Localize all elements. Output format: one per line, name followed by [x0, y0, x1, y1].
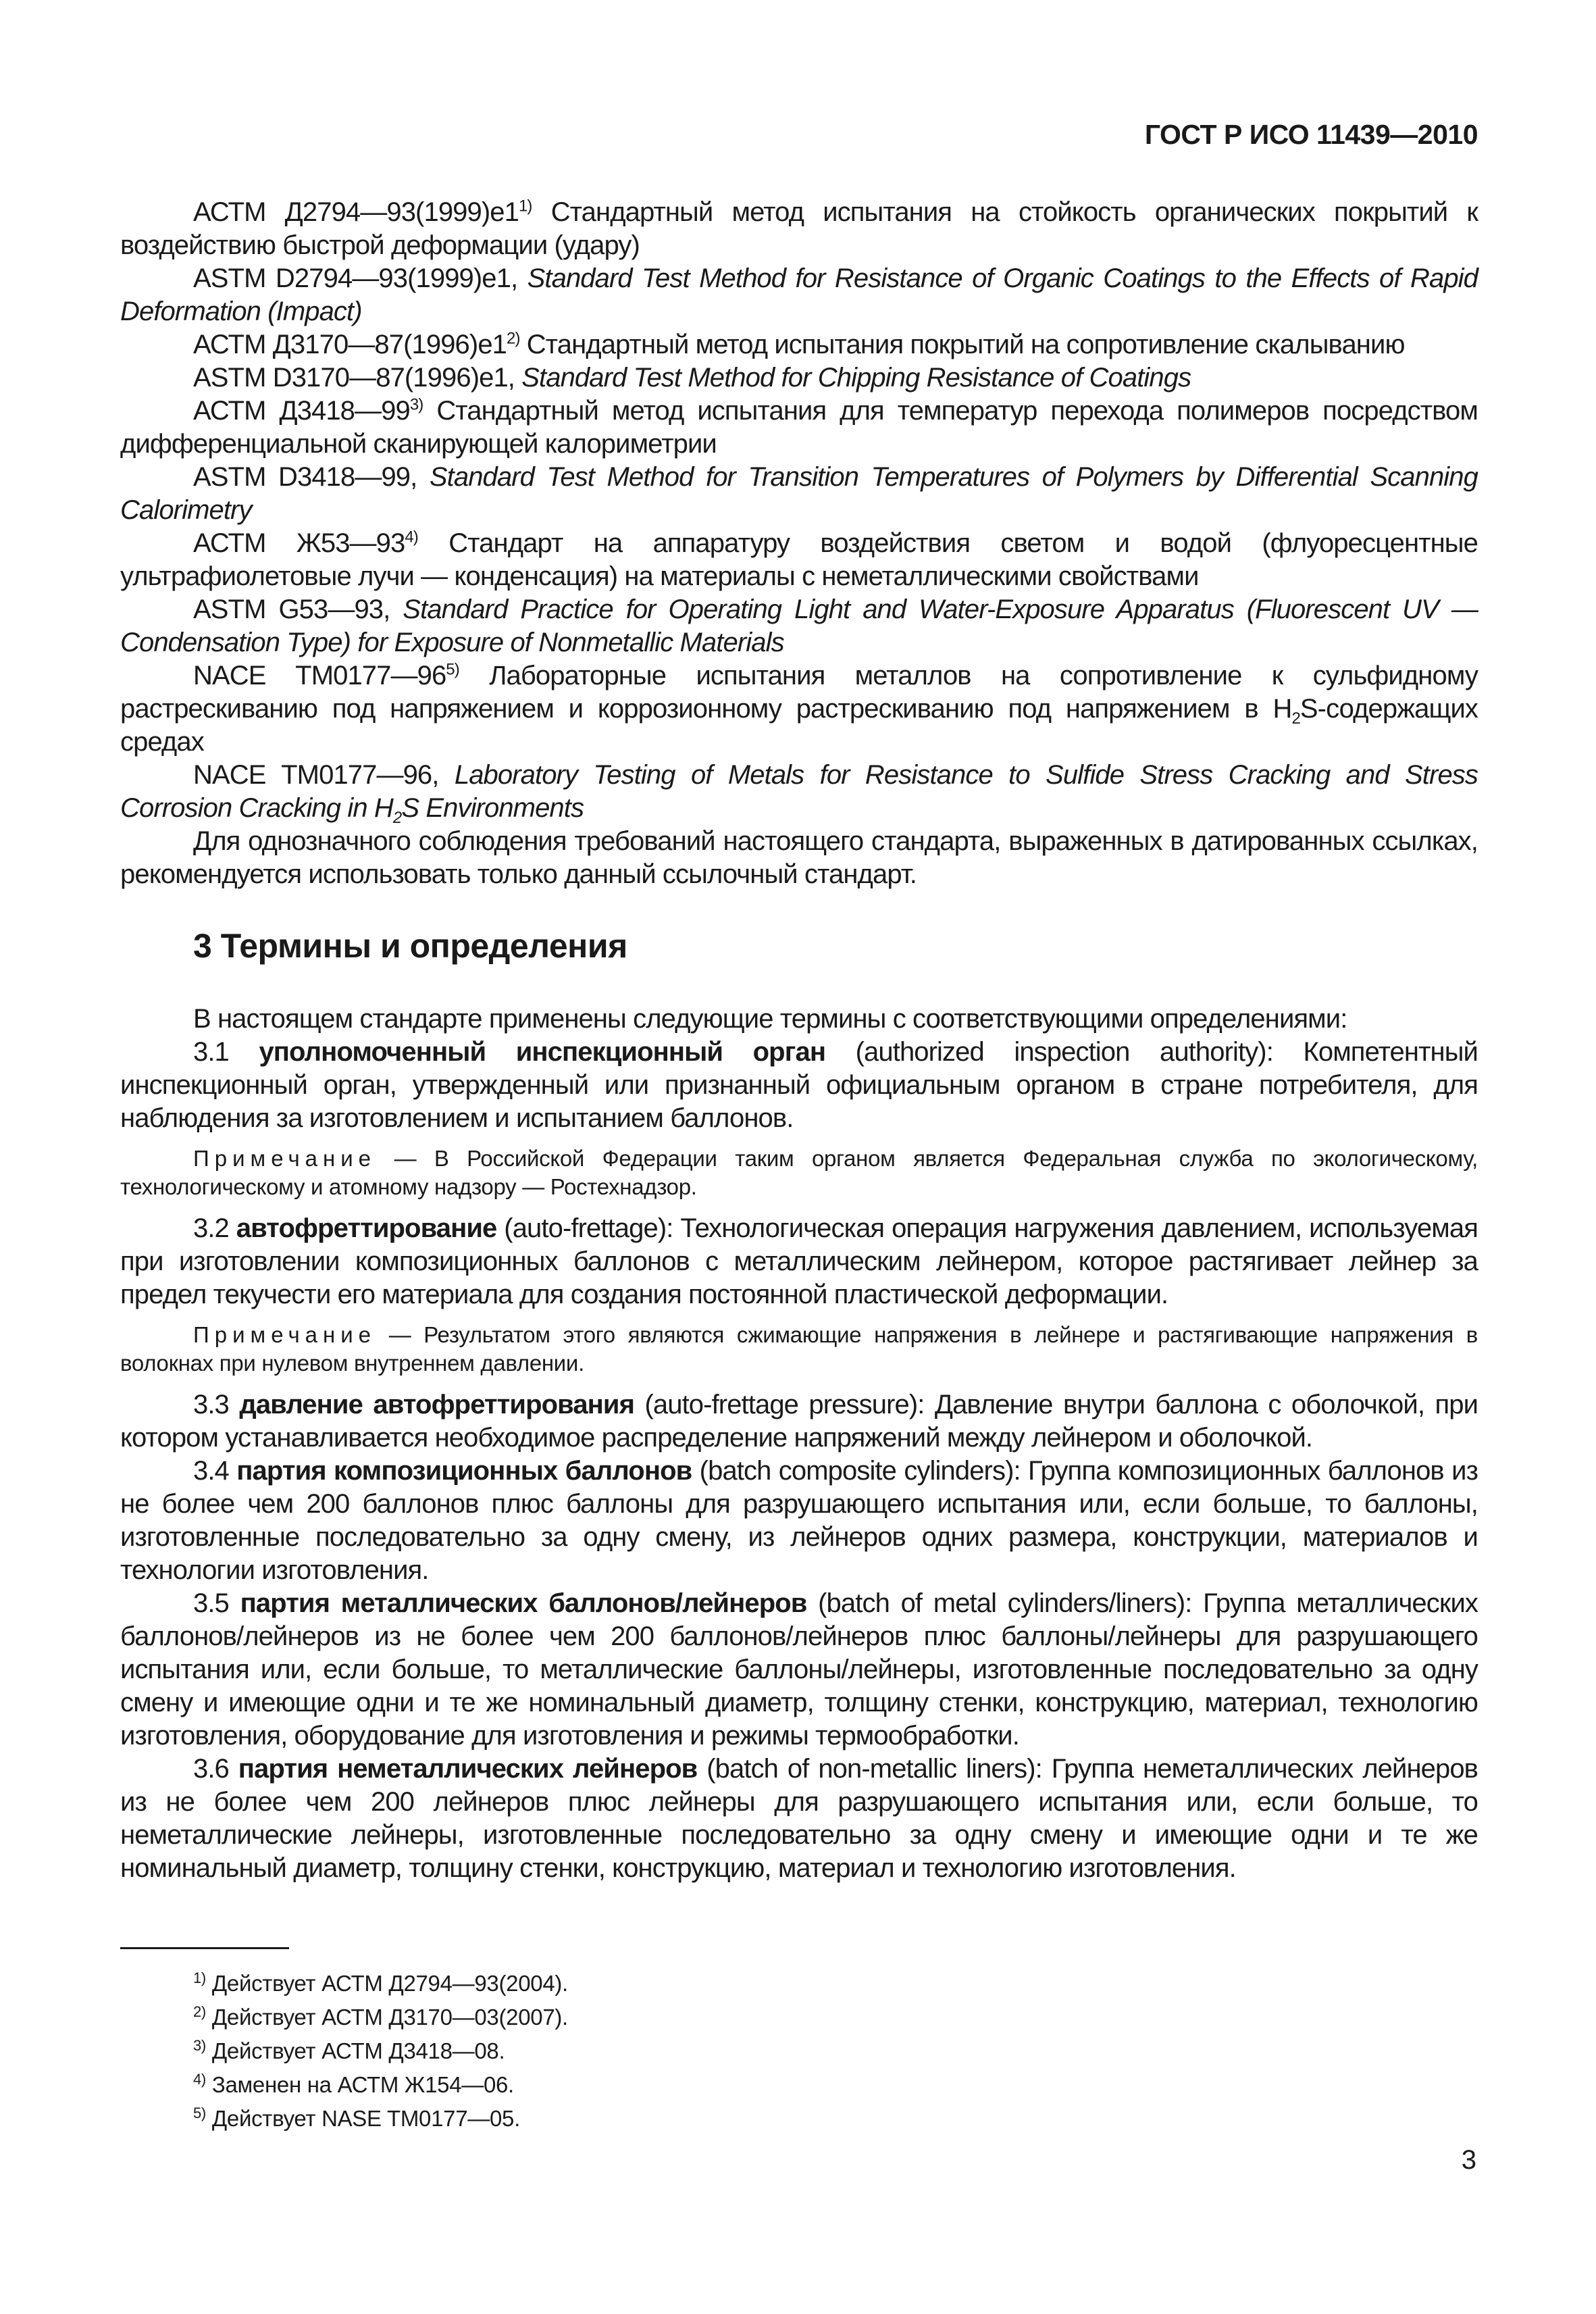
ref-code: АСТМ Д3170—87(1996)е1 [193, 330, 507, 359]
footnote-mark: 1) [193, 1969, 206, 1986]
footnote-text: Действует АСТМ Д2794—93(2004). [205, 1971, 568, 1996]
ref-title-end: S Environments [401, 793, 584, 823]
footnote-text: Действует NASE TM0177—05. [205, 2106, 520, 2131]
term-name: партия металлических баллонов/лейнеров [240, 1588, 807, 1618]
subscript: 2 [1291, 709, 1300, 728]
note-label: Примечание [193, 1322, 377, 1347]
ref-title: Стандарт на аппаратуру воздействия светом и водой (флуоресцентные ультрафиолетовые лучи — конденсация) на материалы с неметаллическими свойствами [120, 528, 1478, 591]
footnote-mark: 5) [446, 660, 459, 679]
footnote-2 [193, 2003, 1478, 2032]
note-1 [120, 1145, 1478, 1201]
term-definition: (auto-frettage pressure): Давление внутри баллона с оболочкой, при котором устанавливается необходимое распределение напряжений между лейнером и оболочкой. [120, 1390, 1478, 1453]
document-header-id: ГОСТ Р ИСО 11439—2010 [1144, 119, 1478, 150]
ref-title-end: S-содержащих средах [120, 694, 1478, 757]
footnote-4 [193, 2071, 1478, 2099]
ref-code: ASTM G53—93, [193, 595, 403, 624]
term-name: уполномоченный инспекционный орган [259, 1037, 826, 1067]
ref-code: NACE TM0177—96, [193, 760, 455, 790]
ref-title: Стандартный метод испытания на стойкость органических покрытий к воздействию быстрой деформации (удару) [120, 197, 1478, 260]
term-number: 3.5 [193, 1588, 240, 1618]
footnote-mark: 4) [193, 2071, 206, 2088]
subscript: 2 [392, 809, 402, 827]
ref-code: ASTM D3170—87(1996)e1, [193, 363, 522, 393]
page-number: 3 [1461, 2145, 1476, 2175]
ref-nace-tm0177-en [120, 759, 1478, 825]
ref-code: ASTM D2794—93(1999)e1, [193, 263, 527, 293]
ref-astm-d2794-ru [120, 196, 1478, 262]
ref-code: АСТМ Д3418—99 [193, 396, 410, 426]
ref-title: Лабораторные испытания металлов на сопротивление к сульфидному растрескиванию под напряжением и коррозионному растрескиванию под напряжением в H [120, 661, 1478, 724]
term-name: партия неметаллических лейнеров [238, 1754, 698, 1784]
page-content [120, 196, 1478, 2138]
footnote-mark: 4) [405, 528, 418, 547]
ref-astm-d3418-ru [120, 395, 1478, 461]
term-number: 3.4 [193, 1456, 237, 1486]
ref-astm-g53-ru [120, 527, 1478, 593]
footnote-1 [193, 1969, 1478, 1998]
ref-code: NACE TM0177—96 [193, 661, 446, 690]
term-number: 3.3 [193, 1390, 240, 1419]
ref-title: Стандартный метод испытания покрытий на сопротивление скалыванию [519, 330, 1405, 359]
ref-astm-d3418-en [120, 461, 1478, 527]
footnote-mark: 5) [193, 2105, 206, 2121]
ref-astm-d3170-ru [120, 328, 1478, 361]
footnote-text: Заменен на АСТМ Ж154—06. [205, 2072, 514, 2097]
term-number: 3.2 [193, 1213, 236, 1243]
term-3-6 [120, 1753, 1478, 1885]
ref-title: Standard Test Method for Transition Temperatures of Polymers by Differential Scanning Calorimetry [120, 462, 1478, 525]
term-3-2 [120, 1212, 1478, 1311]
note-text: — В Российской Федерации таким органом является Федеральная служба по экологическому, технологическому и атомному надзору — Ростехнадзор. [120, 1146, 1478, 1199]
term-definition: (batch of non-metallic liners): Группа неметаллических лейнеров из не более чем 200 лейнеров плюс лейнеры для разрушающего испытания или, если больше, то неметаллические лейнеры, изготовленные последовательно за одну смену и имеющие одни и те же номинальный диаметр, толщину стенки, конструкцию, материал и технологию изготовления. [120, 1754, 1478, 1883]
note-2 [120, 1321, 1478, 1378]
footnote-mark: 2) [507, 329, 520, 348]
footnote-mark: 2) [193, 2003, 206, 2020]
term-definition: (authorized inspection authority): Компетентный инспекционный орган, утвержденный или признанный официальным органом в стране потребителя, для наблюдения за изготовлением и испытанием баллонов. [120, 1037, 1478, 1133]
footnote-mark: 3) [193, 2037, 206, 2054]
footnote-divider [120, 1947, 289, 1949]
term-definition: (batch of metal cylinders/liners): Группа металлических баллонов/лейнеров из не более чем 200 баллонов/лейнеров плюс баллоны/лейнеры для разрушающего испытания или, если больше, то металлические баллоны/лейнеры, изготовленные последовательно за одну смену и имеющие одни и те же номинальный диаметр, толщину стенки, конструкцию, материал, технологию изготовления, оборудование для изготовления и режимы термообработки. [120, 1588, 1478, 1751]
footnote-mark: 1) [518, 197, 532, 216]
ref-astm-d2794-en [120, 262, 1478, 328]
term-name: партия композиционных баллонов [236, 1456, 692, 1486]
ref-title: Standard Test Method for Chipping Resistance of Coatings [521, 363, 1191, 393]
ref-code: ASTM D3418—99, [193, 462, 430, 492]
footnote-mark: 3) [409, 395, 423, 414]
ref-title: Laboratory Testing of Metals for Resistance to Sulfide Stress Cracking and Stress Corrosion Cracking in H [120, 760, 1478, 823]
term-3-1 [120, 1036, 1478, 1135]
section-intro: В настоящем стандарте применены следующие термины с соответствующими определениями: [193, 1004, 1347, 1034]
ref-title: Standard Practice for Operating Light and Water-Exposure Apparatus (Fluorescent UV — Condensation Type) for Exposure of Nonmetallic Materials [120, 595, 1478, 657]
section-heading: 3 Термины и определения [193, 927, 627, 965]
ref-title: Стандартный метод испытания для температур перехода полимеров посредством дифференциальной сканирующей калориметрии [120, 396, 1478, 459]
term-number: 3.1 [193, 1037, 259, 1067]
term-definition: (auto-frettage): Технологическая операция нагружения давлением, используемая при изготовлении композиционных баллонов с металлическим лейнером, которое растягивает лейнер за предел текучести его материала для создания постоянной пластической деформации. [120, 1213, 1478, 1309]
term-number: 3.6 [193, 1754, 238, 1784]
ref-nace-tm0177-ru [120, 659, 1478, 759]
term-definition: (batch composite cylinders): Группа композиционных баллонов из не более чем 200 баллонов плюс баллоны для разрушающего испытания или, если больше, то баллоны, изготовленные последовательно за одну смену, из лейнеров одних размера, конструкции, материалов и технологии изготовления. [120, 1456, 1478, 1585]
footnote-text: Действует АСТМ Д3170—03(2007). [205, 2005, 568, 2030]
term-3-4 [120, 1455, 1478, 1587]
ref-title: Standard Test Method for Resistance of Organic Coatings to the Effects of Rapid Deformation (Impact) [120, 263, 1478, 326]
note-label: Примечание [193, 1146, 377, 1171]
footnote-5 [193, 2105, 1478, 2133]
ref-code: АСТМ Д2794—93(1999)е1 [193, 197, 519, 227]
term-3-5 [120, 1587, 1478, 1753]
ref-astm-g53-en [120, 593, 1478, 659]
refs-closing-paragraph: Для однозначного соблюдения требований настоящего стандарта, выраженных в датированных ссылках, рекомендуется использовать только данный ссылочный стандарт. [120, 826, 1478, 889]
term-name: давление автофреттирования [239, 1390, 635, 1419]
note-text: — Результатом этого являются сжимающие напряжения в лейнере и растягивающие напряжения в волокнах при нулевом внутреннем давлении. [120, 1322, 1478, 1376]
ref-code: АСТМ Ж53—93 [193, 528, 405, 558]
ref-astm-d3170-en [120, 361, 1478, 395]
term-3-3 [120, 1388, 1478, 1455]
footnote-text: Действует АСТМ Д3418—08. [205, 2038, 505, 2063]
footnote-3 [193, 2037, 1478, 2065]
term-name: автофреттирование [236, 1213, 497, 1243]
